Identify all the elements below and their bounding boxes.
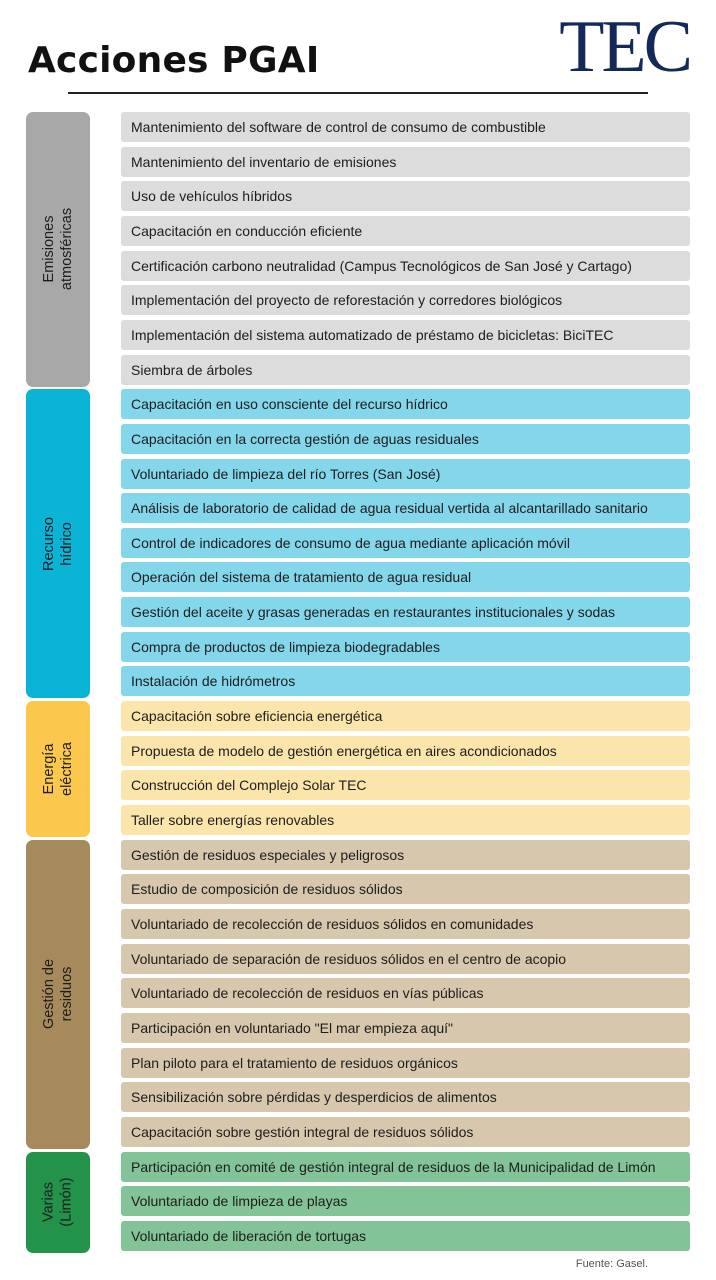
action-item: Participación en voluntariado "El mar empieza aquí": [121, 1013, 690, 1043]
action-item: Voluntariado de separación de residuos sólidos en el centro de acopio: [121, 944, 690, 974]
action-item: Taller sobre energías renovables: [121, 805, 690, 835]
action-item: Voluntariado de limpieza de playas: [121, 1186, 690, 1216]
action-item: Capacitación en uso consciente del recurso hídrico: [121, 389, 690, 419]
action-item: Voluntariado de liberación de tortugas: [121, 1221, 690, 1251]
action-item: Mantenimiento del inventario de emisiones: [121, 147, 690, 177]
action-item: Plan piloto para el tratamiento de residuos orgánicos: [121, 1048, 690, 1078]
action-item: Sensibilización sobre pérdidas y desperdicios de alimentos: [121, 1082, 690, 1112]
category-label: Energía eléctrica: [41, 742, 75, 797]
action-item: Voluntariado de limpieza del río Torres (San José): [121, 459, 690, 489]
category-varias: [26, 1152, 90, 1253]
action-item: Operación del sistema de tratamiento de agua residual: [121, 562, 690, 592]
action-item: Control de indicadores de consumo de agua mediante aplicación móvil: [121, 528, 690, 558]
action-item: Capacitación en conducción eficiente: [121, 216, 690, 246]
category-label: Varias (Limón): [41, 1177, 75, 1227]
action-item: Implementación del sistema automatizado de préstamo de bicicletas: BiciTEC: [121, 320, 690, 350]
action-item: Capacitación sobre eficiencia energética: [121, 701, 690, 731]
category-label: Emisiones atmosféricas: [41, 208, 76, 291]
action-item: Compra de productos de limpieza biodegradables: [121, 632, 690, 662]
action-item: Capacitación sobre gestión integral de residuos sólidos: [121, 1117, 690, 1147]
action-item: Participación en comité de gestión integral de residuos de la Municipalidad de Limón: [121, 1152, 690, 1182]
action-item: Mantenimiento del software de control de consumo de combustible: [121, 112, 690, 142]
action-item: Voluntariado de recolección de residuos en vías públicas: [121, 978, 690, 1008]
action-item: Análisis de laboratorio de calidad de agua residual vertida al alcantarillado sanitario: [121, 493, 690, 523]
category-label: Gestión de residuos: [41, 959, 76, 1030]
title-divider: [68, 92, 648, 94]
action-item: Implementación del proyecto de reforestación y corredores biológicos: [121, 285, 690, 315]
action-item: Voluntariado de recolección de residuos sólidos en comunidades: [121, 909, 690, 939]
source-footer: Fuente: Gasel.: [575, 1258, 648, 1270]
action-item: Uso de vehículos híbridos: [121, 181, 690, 211]
category-emisiones: [26, 112, 90, 387]
category-label: Recurso hídrico: [41, 516, 75, 571]
action-item: Estudio de composición de residuos sólidos: [121, 874, 690, 904]
action-item: Gestión de residuos especiales y peligrosos: [121, 840, 690, 870]
action-item: Instalación de hidrómetros: [121, 666, 690, 696]
action-item: Certificación carbono neutralidad (Campus Tecnológicos de San José y Cartago): [121, 251, 690, 281]
category-energia: [26, 701, 90, 837]
category-gestion-de: [26, 840, 90, 1149]
category-recurso: [26, 389, 90, 698]
action-item: Gestión del aceite y grasas generadas en restaurantes institucionales y sodas: [121, 597, 690, 627]
page-title: Acciones PGAI: [28, 40, 320, 81]
action-item: Capacitación en la correcta gestión de aguas residuales: [121, 424, 690, 454]
action-item: Siembra de árboles: [121, 355, 690, 385]
action-item: Propuesta de modelo de gestión energética en aires acondicionados: [121, 736, 690, 766]
action-item: Construcción del Complejo Solar TEC: [121, 770, 690, 800]
tec-logo: TEC: [559, 6, 690, 88]
